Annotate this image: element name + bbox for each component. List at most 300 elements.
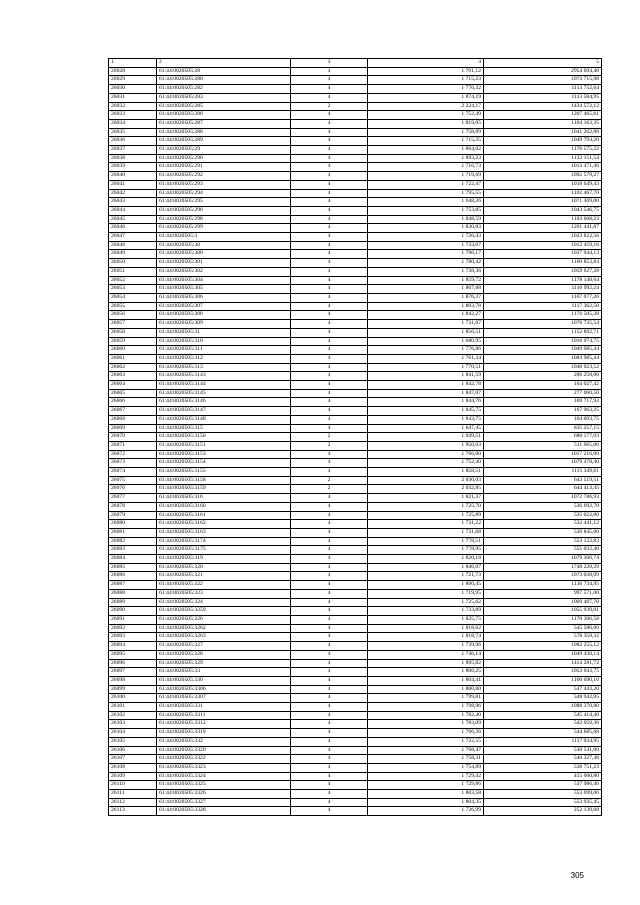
cadastral-value-cell: 1016 974,75 [484,337,602,346]
specific-value-cell: 1 847,07 [368,389,484,398]
cadastral-value-cell: 1117 934,95 [484,737,602,746]
specific-value-cell: 1 758,89 [368,128,484,137]
table-row [109,642,602,651]
table-row [109,781,602,790]
table-row [109,224,602,233]
table-row [109,119,602,128]
specific-value-cell: 1 729,42 [368,772,484,781]
category-cell: 4 [291,154,368,163]
cadastral-value-cell: 169 717,92 [484,398,602,407]
cadastral-number-cell: 61:44:0020505:326 [157,616,291,625]
table-row [109,729,602,738]
header-row [109,59,602,68]
cadastral-number-cell: 61:44:0020505:287 [157,119,291,128]
category-cell: 4 [291,407,368,416]
table-row [109,703,602,712]
cadastral-number-cell: 61:44:0020505:3163 [157,528,291,537]
table-row [109,633,602,642]
specific-value-cell: 1 721,73 [368,572,484,581]
row-number-cell: 26104 [109,729,157,738]
table-row [109,737,602,746]
table-row [109,293,602,302]
page-number: 305 [570,871,584,880]
category-cell: 4 [291,659,368,668]
table-row [109,311,602,320]
row-number-cell: 26045 [109,215,157,224]
row-number-cell: 26064 [109,381,157,390]
cadastral-value-cell: 415 060,80 [484,772,602,781]
category-cell: 4 [291,189,368,198]
table-row [109,302,602,311]
row-number-cell: 26107 [109,755,157,764]
cadastral-number-cell: 61:44:0020505:311 [157,346,291,355]
category-cell: 4 [291,85,368,94]
category-cell: 4 [291,337,368,346]
category-cell: 4 [291,363,368,372]
category-cell: 4 [291,311,368,320]
table-body [109,67,602,815]
table-row [109,276,602,285]
row-number-cell: 26088 [109,589,157,598]
cadastral-number-cell: 61:44:0020505:3306 [157,685,291,694]
category-cell: 4 [291,328,368,337]
row-number-cell: 26039 [109,163,157,172]
specific-value-cell: 1 874,19 [368,93,484,102]
category-cell: 4 [291,285,368,294]
specific-value-cell: 1 731,68 [368,528,484,537]
table-row [109,328,602,337]
specific-value-cell: 1 841,59 [368,372,484,381]
table-row [109,85,602,94]
specific-value-cell: 1 795,55 [368,189,484,198]
table-row [109,398,602,407]
cadastral-number-cell: 61:44:0020505:328 [157,650,291,659]
cadastral-number-cell: 61:44:0020505:29 [157,146,291,155]
category-cell: 4 [291,624,368,633]
specific-value-cell: 1 846,07 [368,563,484,572]
cadastral-number-cell: 61:44:0020505:306 [157,293,291,302]
category-cell: 4 [291,267,368,276]
row-number-cell: 26053 [109,285,157,294]
row-number-cell: 26109 [109,772,157,781]
column-header-3: 3 [291,59,368,68]
category-cell: 4 [291,694,368,703]
cadastral-value-cell: 1076 735,54 [484,320,602,329]
specific-value-cell: 1 768,47 [368,746,484,755]
cadastral-number-cell: 61:44:0020505:285 [157,102,291,111]
row-number-cell: 26059 [109,337,157,346]
column-header-5: 5 [484,59,602,68]
specific-value-cell: 1 858,51 [368,468,484,477]
table-row [109,198,602,207]
row-number-cell: 26055 [109,302,157,311]
category-cell: 4 [291,555,368,564]
cadastral-value-cell: 1043 546,75 [484,206,602,215]
cadastral-value-cell: 548 942,05 [484,694,602,703]
specific-value-cell: 1 738,36 [368,267,484,276]
cadastral-value-cell: 545 586,00 [484,624,602,633]
row-number-cell: 26052 [109,276,157,285]
table-row [109,520,602,529]
category-cell: 2 [291,485,368,494]
specific-value-cell: 1 803,58 [368,790,484,799]
table-row [109,755,602,764]
specific-value-cell: 1 819,05 [368,119,484,128]
category-cell: 4 [291,616,368,625]
category-cell: 4 [291,511,368,520]
cadastral-value-cell: 2954 694,40 [484,67,602,76]
cadastral-value-cell: 1013 459,16 [484,241,602,250]
specific-value-cell: 1 758,31 [368,755,484,764]
specific-value-cell: 1 804,35 [368,798,484,807]
category-cell: 2 [291,476,368,485]
table-row [109,528,602,537]
category-cell: 4 [291,137,368,146]
row-number-cell: 26041 [109,180,157,189]
specific-value-cell: 1 804,41 [368,676,484,685]
cadastral-number-cell: 61:44:0020505:313 [157,363,291,372]
cadastral-number-cell: 61:44:0020505:3327 [157,798,291,807]
row-number-cell: 26083 [109,546,157,555]
cadastral-number-cell: 61:44:0020505:30 [157,241,291,250]
specific-value-cell: 1 731,07 [368,320,484,329]
cadastral-number-cell: 61:44:0020505:329 [157,659,291,668]
cadastral-number-cell: 61:44:0020505:3150 [157,433,291,442]
cadastral-value-cell: 1079 366,74 [484,555,602,564]
cadastral-number-cell: 61:44:0020505:3325 [157,781,291,790]
table-row [109,546,602,555]
category-cell: 4 [291,650,368,659]
cadastral-number-cell: 61:44:0020505:3322 [157,755,291,764]
category-cell: 4 [291,589,368,598]
cadastral-number-cell: 61:44:0020505:330 [157,676,291,685]
cadastral-value-cell: 511 065,06 [484,441,602,450]
specific-value-cell: 1 761,34 [368,354,484,363]
row-number-cell: 26030 [109,85,157,94]
table-row [109,233,602,242]
row-number-cell: 26067 [109,407,157,416]
cadastral-number-cell: 61:44:0020505:307 [157,302,291,311]
cadastral-number-cell: 61:44:0020505:28 [157,67,291,76]
cadastral-number-cell: 61:44:0020505:31 [157,328,291,337]
row-number-cell: 26040 [109,172,157,181]
cadastral-value-cell: 1115 349,61 [484,468,602,477]
table-row [109,668,602,677]
category-cell: 4 [291,494,368,503]
row-number-cell: 26103 [109,720,157,729]
table-row [109,763,602,772]
cadastral-number-cell: 61:44:0020505:3326 [157,790,291,799]
row-number-cell: 26029 [109,76,157,85]
specific-value-cell: 1 895,82 [368,659,484,668]
table-row [109,798,602,807]
cadastral-number-cell: 61:44:0020505:3159 [157,485,291,494]
cadastral-number-cell: 61:44:0020505:316 [157,494,291,503]
row-number-cell: 26061 [109,354,157,363]
cadastral-value-cell: 1136 734,95 [484,581,602,590]
row-number-cell: 26080 [109,520,157,529]
cadastral-value-cell: 1049 794,20 [484,137,602,146]
cadastral-number-cell: 61:44:0020505:292 [157,172,291,181]
cadastral-number-cell: 61:44:0020505:324 [157,598,291,607]
cadastral-number-cell: 61:44:0020505:3323 [157,763,291,772]
row-number-cell: 26037 [109,146,157,155]
category-cell: 4 [291,737,368,746]
cadastral-number-cell: 61:44:0020505:283 [157,93,291,102]
row-number-cell: 26038 [109,154,157,163]
cadastral-value-cell: 1018 649,43 [484,180,602,189]
cadastral-value-cell: 1079 478,40 [484,459,602,468]
row-number-cell: 26106 [109,746,157,755]
cadastral-number-cell: 61:44:0020505:3147 [157,407,291,416]
row-number-cell: 26096 [109,659,157,668]
row-number-cell: 26063 [109,372,157,381]
cadastral-number-cell: 61:44:0020505:288 [157,128,291,137]
category-cell: 4 [291,642,368,651]
category-cell: 4 [291,729,368,738]
cadastral-value-cell: 1009 487,70 [484,598,602,607]
cadastral-value-table [108,58,602,816]
specific-value-cell: 1 806,25 [368,668,484,677]
cadastral-value-cell: 835 257,15 [484,424,602,433]
specific-value-cell: 1 848,59 [368,215,484,224]
table-row [109,372,602,381]
cadastral-value-cell: 1053 043,75 [484,668,602,677]
specific-value-cell: 1 798,96 [368,703,484,712]
specific-value-cell: 1 725,89 [368,511,484,520]
specific-value-cell: 1 716,73 [368,163,484,172]
category-cell: 4 [291,790,368,799]
cadastral-number-cell: 61:44:0020505:3153 [157,450,291,459]
row-number-cell: 26073 [109,459,157,468]
cadastral-number-cell: 61:44:0020505:3263 [157,633,291,642]
row-number-cell: 26079 [109,511,157,520]
table-row [109,93,602,102]
cadastral-number-cell: 61:44:0020505:310 [157,337,291,346]
row-number-cell: 26060 [109,346,157,355]
cadastral-value-cell: 1176 575,22 [484,146,602,155]
cadastral-value-cell: 1071 369,00 [484,198,602,207]
cadastral-value-cell: 1041 262,88 [484,128,602,137]
cadastral-value-cell: 1059 627,28 [484,267,602,276]
cadastral-number-cell: 61:44:0020505:3160 [157,502,291,511]
cadastral-value-cell: 1113 752,64 [484,85,602,94]
table-row [109,720,602,729]
specific-value-cell: 2 224,17 [368,102,484,111]
cadastral-value-cell: 1167 077,26 [484,293,602,302]
cadastral-value-cell: 547 443,20 [484,685,602,694]
table-row [109,459,602,468]
row-number-cell: 26028 [109,67,157,76]
cadastral-number-cell: 61:44:0020505:304 [157,276,291,285]
cadastral-value-cell: 252 139,08 [484,807,602,816]
row-number-cell: 26098 [109,676,157,685]
table-row [109,389,602,398]
table-row [109,598,602,607]
category-cell: 4 [291,563,368,572]
specific-value-cell: 1 701,12 [368,67,484,76]
cadastral-value-cell: 1055 939,01 [484,607,602,616]
row-number-cell: 26113 [109,807,157,816]
cadastral-number-cell: 61:44:0020505:286 [157,111,291,120]
cadastral-number-cell: 61:44:0020505:321 [157,572,291,581]
specific-value-cell: 1 856,51 [368,328,484,337]
specific-value-cell: 1 752,49 [368,111,484,120]
table-row [109,407,602,416]
cadastral-value-cell: 1170 306,58 [484,616,602,625]
specific-value-cell: 1 783,09 [368,720,484,729]
category-cell: 4 [291,537,368,546]
cadastral-value-cell: 1104 163,35 [484,119,602,128]
cadastral-value-cell: 1049 430,14 [484,650,602,659]
cadastral-number-cell: 61:44:0020505:3174 [157,537,291,546]
row-number-cell: 26042 [109,189,157,198]
row-number-cell: 26112 [109,798,157,807]
specific-value-cell: 1 725,62 [368,598,484,607]
table-row [109,555,602,564]
row-number-cell: 26077 [109,494,157,503]
row-number-cell: 26051 [109,267,157,276]
cadastral-value-cell: 277 060,50 [484,389,602,398]
cadastral-value-cell: 1414 281,72 [484,659,602,668]
cadastral-number-cell: 61:44:0020505:296 [157,206,291,215]
specific-value-cell: 1 719,95 [368,589,484,598]
category-cell: 4 [291,685,368,694]
table-row [109,363,602,372]
cadastral-number-cell: 61:44:0020505:308 [157,311,291,320]
specific-value-cell: 1 825,75 [368,616,484,625]
cadastral-value-cell: 542 059,36 [484,720,602,729]
category-cell: 4 [291,224,368,233]
specific-value-cell: 1 739,96 [368,642,484,651]
cadastral-value-cell: 1013 471,46 [484,163,602,172]
specific-value-cell: 1 776,86 [368,346,484,355]
row-number-cell: 26044 [109,206,157,215]
cadastral-value-cell: 535 022,80 [484,511,602,520]
row-number-cell: 26087 [109,581,157,590]
row-number-cell: 26031 [109,93,157,102]
specific-value-cell: 2 032,85 [368,485,484,494]
cadastral-value-cell: 578 359,32 [484,633,602,642]
column-header-2: 2 [157,59,291,68]
cadastral-number-cell: 61:44:0020505:3262 [157,624,291,633]
category-cell: 4 [291,755,368,764]
specific-value-cell: 1 729,86 [368,781,484,790]
cadastral-number-cell: 61:44:0020505:3144 [157,381,291,390]
category-cell: 4 [291,398,368,407]
category-cell: 4 [291,206,368,215]
row-number-cell: 26108 [109,763,157,772]
row-number-cell: 26033 [109,111,157,120]
cadastral-number-cell: 61:44:0020505:320 [157,563,291,572]
table-row [109,267,602,276]
cadastral-number-cell: 61:44:0020505:302 [157,267,291,276]
cadastral-number-cell: 61:44:0020505:290 [157,154,291,163]
row-number-cell: 26111 [109,790,157,799]
row-number-cell: 26058 [109,328,157,337]
cadastral-value-cell: 688 177,03 [484,433,602,442]
row-number-cell: 26085 [109,563,157,572]
row-number-cell: 26071 [109,441,157,450]
cadastral-value-cell: 1176 505,28 [484,311,602,320]
specific-value-cell: 1 864,62 [368,146,484,155]
specific-value-cell: 1 800,80 [368,685,484,694]
table-row [109,146,602,155]
row-number-cell: 26032 [109,102,157,111]
specific-value-cell: 1 733,89 [368,607,484,616]
cadastral-value-cell: 1049 085,44 [484,346,602,355]
cadastral-number-cell: 61:44:0020505:3148 [157,415,291,424]
row-number-cell: 26074 [109,468,157,477]
table-row [109,346,602,355]
table-row [109,790,602,799]
category-cell: 2 [291,433,368,442]
table-row [109,424,602,433]
cadastral-value-cell: 530 541,00 [484,746,602,755]
row-number-cell: 26078 [109,502,157,511]
cadastral-value-cell: 1088 370,80 [484,703,602,712]
category-cell: 4 [291,468,368,477]
cadastral-number-cell: 61:44:0020505:3307 [157,694,291,703]
table-row [109,320,602,329]
cadastral-value-cell: 530 845,60 [484,528,602,537]
row-number-cell: 26047 [109,233,157,242]
cadastral-value-cell: 1132 151,54 [484,154,602,163]
row-number-cell: 26069 [109,424,157,433]
cadastral-number-cell: 61:44:0020505:3175 [157,546,291,555]
specific-value-cell: 1 648,26 [368,198,484,207]
specific-value-cell: 1 752,40 [368,459,484,468]
category-cell: 4 [291,320,368,329]
column-header-1: 1 [109,59,157,68]
table-row [109,250,602,259]
specific-value-cell: 1 733,67 [368,241,484,250]
row-number-cell: 26089 [109,598,157,607]
category-cell: 4 [291,250,368,259]
specific-value-cell: 1 754,89 [368,763,484,772]
specific-value-cell: 1 722,47 [368,180,484,189]
table-row [109,659,602,668]
cadastral-number-cell: 61:44:0020505:3158 [157,476,291,485]
specific-value-cell: 1 782,40 [368,711,484,720]
cadastral-number-cell: 61:44:0020505:3145 [157,389,291,398]
row-number-cell: 26084 [109,555,157,564]
specific-value-cell: 1 780,42 [368,259,484,268]
cadastral-number-cell: 61:44:0020505:291 [157,163,291,172]
table-row [109,206,602,215]
cadastral-value-cell: 1434 572,12 [484,102,602,111]
row-number-cell: 26110 [109,781,157,790]
specific-value-cell: 1 680,95 [368,337,484,346]
category-cell: 4 [291,798,368,807]
category-cell: 4 [291,293,368,302]
row-number-cell: 26075 [109,476,157,485]
category-cell: 4 [291,163,368,172]
cadastral-number-cell: 61:44:0020505:3155 [157,468,291,477]
category-cell: 4 [291,276,368,285]
row-number-cell: 26062 [109,363,157,372]
table-row [109,180,602,189]
table-row [109,711,602,720]
table-row [109,694,602,703]
cadastral-value-cell: 1748 228,29 [484,563,602,572]
cadastral-number-cell: 61:44:0020505:315 [157,424,291,433]
specific-value-cell: 1 803,78 [368,302,484,311]
row-number-cell: 26034 [109,119,157,128]
cadastral-value-cell: 1082 255,12 [484,642,602,651]
specific-value-cell: 1 776,32 [368,85,484,94]
cadastral-number-cell: 61:44:0020505:322 [157,581,291,590]
